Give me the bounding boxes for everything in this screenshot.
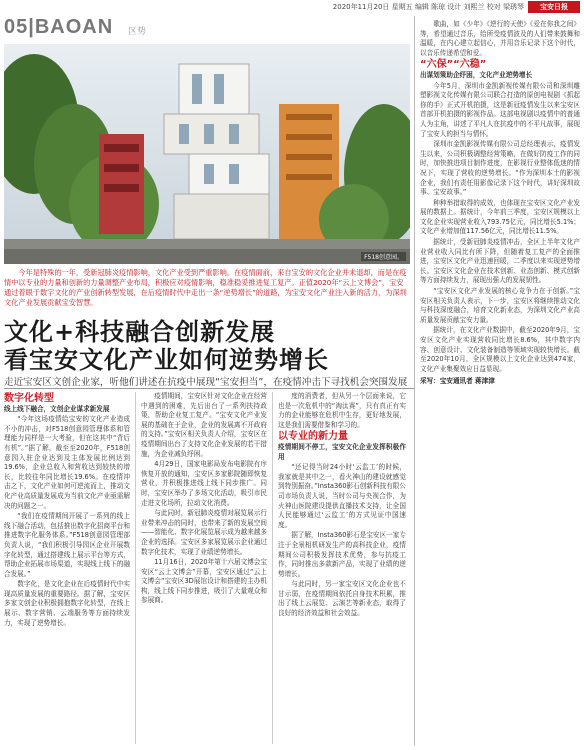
- paragraph: 据统计，受新冠肺炎疫情冲击，全区上半年文化产业营业收入同比有所下降，但随着复工复产的全面推进，宝安区文化产业迅速回暖，二季度以来实现逆势增长。宝安区文化企业在技术创新、业态创新、模式创新等方面持续发力，展现出强大的发展韧性。: [420, 238, 580, 285]
- paragraph: 据统计，在文化产业数据中，截至2020年9月，宝安区文化产业实现营收同比增长8.6%，其中数字内容、创意设计、文化装备制造等领域实现较快增长。截至2020年10月，全区规模以上文化企业达到474家，文化产业集聚效应日益显现。: [420, 326, 580, 373]
- paragraph: 4月29日，国家电影局发布电影院有序恢复开放的通知，宝安区多家影院随即恢复营业，并积极推进线上线下同步推广。同时，宝安区举办了多场文化活动，吸引市民走进文化场所，拉动文化消费。: [141, 460, 267, 507]
- section-kicker-sub: 出谋划策助企纾困，文化产业逆势增长: [420, 70, 533, 79]
- article-column-1: [4, 392, 130, 744]
- lead-paragraph: 今年是特殊的一年，受新冠肺炎疫情影响，文化产业受到严重影响。在疫情面前，来自宝安的文化企业并未退却，而是在疫情中以专业的力量和创新的力量调整产业布局，积极应对疫情影响，稳准稳妥推进复工复产。正值2020年“云上文博会”，宝安通过着眼于数字文化的产业创新转型发展，在后疫情时代中走出一条“逆势增长”的道路，为宝安文化产业注入新的活力，为深圳文化产业发展贡献宝安智慧。: [4, 268, 407, 307]
- section-kicker-sub: 线上线下融合，文创企业谋求新发展: [4, 404, 110, 413]
- page-topbar: [0, 0, 584, 14]
- section-kicker: 数字化转型: [4, 393, 54, 404]
- paragraph: 深圳市金凯影视传媒有限公司总经理表示，疫情发生以来，公司积极调整经营策略，在做好防疫工作的同时，加快推进项目制作进度，在影视行业整体低迷的情况下，实现了营收的逆势增长。“作为深圳本土的影视企业，我们有责任用影像记录下这个时代，讲好深圳故事、宝安故事。”: [420, 140, 580, 197]
- section-kicker-sub: 疫情期间不停工，宝安文化企业发挥积极作用: [278, 442, 406, 461]
- section-kicker: “六保”“六稳”: [420, 59, 487, 71]
- headline-line-2: 看宝安文化产业如何逆势增长: [4, 346, 329, 374]
- paragraph: 今年5月，深圳市金凯新视传媒有限公司和深圳雕塑影视文化传媒有限公司联合打造的原创电视剧《抓起你的手》正式开机拍摄，这是新冠疫情发生以来宝安区首部开机拍摄的影视作品。这部电视剧以疫情中的普通人为主角，讲述了平凡人在抗疫中的不平凡故事，展现了宝安人的担当与情怀。: [420, 81, 580, 138]
- photo-caption: F518创意园。: [361, 252, 406, 261]
- paragraph: 度的消费者，但从另一个层面来说，它也是一次危机中的“淘汰赛”，只有真正有实力的企业能够在危机中生存，更好地发展，这是我们需要借鉴和学习的。: [278, 392, 406, 429]
- date-line: 2020年11月20日 星期五 编辑 陈琼 设计 刘熙兰 校对 梁琇琴: [332, 3, 524, 11]
- section-header: [4, 16, 147, 44]
- paragraph: 疫情期间，宝安区针对文化企业在经营中遇到的困难，先后出台了一系列扶持政策，帮助企业复工复产。“宝安文化产业发展的基础在于企业，企业的发展离不开政府的支持。”宝安区相关负责人介绍，宝安区在疫情期间出台了支持文化企业发展的若干措施，为企业减负纾困。: [141, 392, 267, 458]
- section-kicker: 以专业的新力量: [278, 431, 348, 443]
- paragraph: 与此同时，另一家宝安区文化企业也不甘示弱，在疫情期间依托自身技术积累，推出了线上云展览、云演艺等新业态，取得了良好的经济效益和社会效益。: [278, 580, 406, 618]
- section-number: 05|BAOAN: [4, 16, 114, 38]
- article-column-2: [141, 392, 267, 744]
- headline-divider: [4, 388, 414, 389]
- column-rule: [272, 392, 273, 744]
- paragraph: 据了解，Insta360影石是宝安区一家专注于全景相机研发生产的高科技企业，疫情期间公司积极发挥技术优势，参与抗疫工作，同时推出多款新产品，实现了业绩的逆势增长。: [278, 531, 406, 578]
- paragraph: “我们在疫情期间开展了一系列的线上线下融合活动，包括推出数字化招商平台和推进数字化服务体系。”F518创意园管理部负责人说，“我们积极引导园区企业开展数字化转型，通过搭建线上展示平台等方式，帮助企业拓展市场渠道，实现线上线下的融合发展。”: [4, 512, 130, 578]
- masthead-badge: 宝安日报: [528, 1, 580, 13]
- headline-line-1: 文化+科技融合创新发展: [4, 318, 276, 346]
- paragraph: “还记得当时24小时‘云监工’的时候，我家就是其中之一，看火神山的建设就感觉到特别振奋。”Insta360影石创新科技有限公司市场负责人说，当时公司与央视合作，为火神山医院建设提供直播技术支持，让全国人民能够通过‘云监工’的方式见证中国速度。: [278, 463, 406, 529]
- headline-block: [4, 318, 414, 374]
- paragraph: 数字化，是文化企业在后疫情时代中实现高质量发展的重要路径。据了解，宝安区多家文创企业积极拥抱数字化转型，在线上展示、数字营销、云端服务等方面持续发力，实现了逆势增长。: [4, 580, 130, 627]
- paragraph: “今年这场疫情给宝安的文化产业造成不小的冲击，对F518创意园管理体系和管理能力同样是一大考验，但在这其中“背后有机”。”据了解，截至至2020年，F518创意园入驻企业达到及主体发展比例达到19.6%，企业总收入和营收达到较快的增长，比较往年同比增长19.6%。在疫情冲击之下，文化产业如何可逆流而上，推动文化产业高质量发展成为当前文化产业亟需解决的问题之一。: [4, 415, 130, 510]
- subheadline: 走近宝安区文创企业家，听他们讲述在抗疫中展现“宝安担当”，在疫情冲击下寻找机会突围发展: [4, 377, 408, 388]
- paragraph: 种种举措取得的成效，也体现在宝安区文化产业发展的数据上。据统计，今年前三季度，宝安区规模以上文化企业实现营业收入793.75亿元，同比增长5.1%；文化产业增加值117.56亿元，同比增长11.5%。: [420, 198, 580, 236]
- byline: 采写：宝安通讯者 蒋津津: [420, 377, 495, 386]
- feature-photo: [4, 44, 410, 264]
- paragraph: 与此同时，新冠肺炎疫情对展览展示行业带来冲击的同时，也带来了新的发展空间——智能化、数字化展览展示成为越来越多企业的选择。宝安区多家展览展示企业通过数字化技术，实现了业绩逆势增长。: [141, 509, 267, 556]
- article-column-3: [278, 392, 406, 744]
- article-column-4: [420, 20, 580, 746]
- section-label: 区势: [128, 27, 147, 37]
- paragraph: 11月16日，2020年第十六届文博会宝安区“云上文博会”开幕，宝安区通过“云上文博会”宝安区3D展馆设计和搭建的主办机构，线上线下同步推进，吸引了大量观众和参展商。: [141, 558, 267, 605]
- building-illustration: [4, 44, 410, 264]
- paragraph: “宝安区文化产业发展的核心竞争力在于创新。”宝安区相关负责人表示，下一步，宝安区将继续推动文化与科技深度融合，培育文化新业态，为深圳文化产业高质量发展贡献宝安力量。: [420, 287, 580, 324]
- paragraph: 歌曲，如《少年》《逆行的天使》《爱在你我之间》等，希望通过音乐，给所受疫情波及的人们带来鼓舞和温暖，在内心建立起信心，并用音乐记录下这个时代，以音乐传递希望和爱。: [420, 20, 580, 57]
- column-rule: [135, 392, 136, 744]
